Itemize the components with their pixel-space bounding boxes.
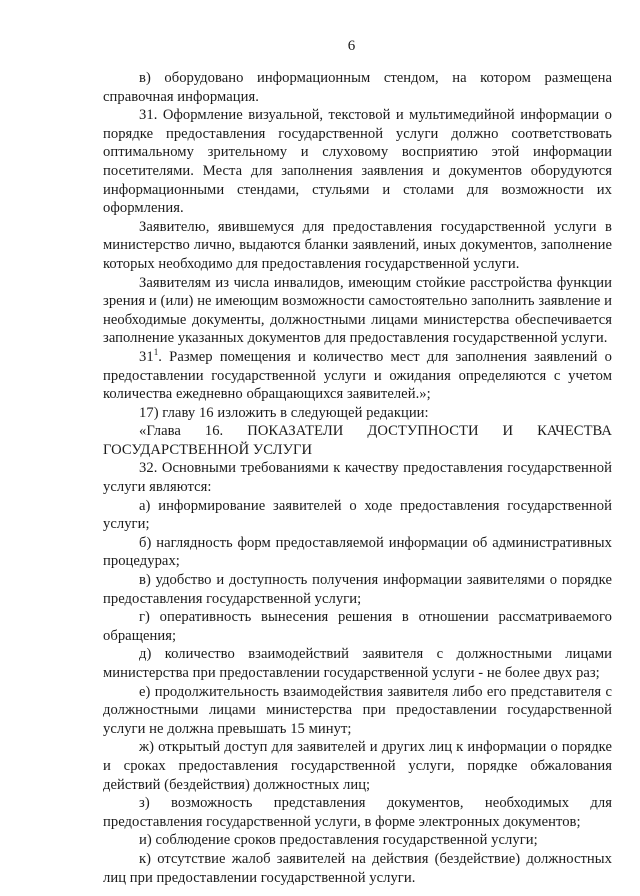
- paragraph-31-1: [103, 348, 612, 404]
- paragraph-31: 31. Оформление визуальной, текстовой и мультимедийной информации о порядке предоставления государственной услуги должно соответствовать оптимальному зрительному и слуховому восприятию этой информации посетителями. Места для заполнения заявления и документов оборудуются информационными стендами, стульями и столами для возможности их оформления.: [103, 107, 612, 217]
- paragraph-17-chapter-16: 17) главу 16 изложить в следующей редакции:: [139, 404, 429, 421]
- paragraph-31-1-text: . Размер помещения и количество мест для заполнения заявлений о предоставлении государственной услуги и ожидания определяются с учетом количества ежедневно обращающихся заявителей.»;: [103, 348, 612, 403]
- list-item-i: и) соблюдение сроков предоставления государственной услуги;: [139, 832, 538, 849]
- list-item-g: г) оперативность вынесения решения в отношении рассматриваемого обращения;: [103, 609, 612, 644]
- paragraph-applicant-forms: Заявителю, явившемуся для предоставления государственной услуги в министерство лично, выдаются бланки заявлений, иных документов, заполнение которых необходимо для предоставления государственной услуги.: [103, 218, 612, 272]
- list-item-a: а) информирование заявителей о ходе предоставления государственной услуги;: [103, 497, 612, 533]
- list-item-e: е) продолжительность взаимодействия заявителя либо его представителя с должностными лицами министерства при предоставлении государственной услуги не должна превышать 15 минут;: [103, 683, 612, 737]
- list-item-d: д) количество взаимодействий заявителя с должностными лицами министерства при предоставлении государственной услуги - не более двух раз;: [103, 646, 612, 681]
- paragraph-31-1-number: 31: [139, 348, 154, 365]
- list-item-z: з) возможность представления документов, необходимых для предоставления государственной услуги, в форме электронных документов;: [103, 795, 612, 830]
- chapter-16-heading: «Глава 16. ПОКАЗАТЕЛИ ДОСТУПНОСТИ И КАЧЕСТВА ГОСУДАРСТВЕННОЙ УСЛУГИ: [103, 423, 612, 458]
- list-item-v: в) удобство и доступность получения информации заявителями о порядке предоставления государственной услуги;: [103, 572, 612, 607]
- paragraph-v-info-stand: в) оборудовано информационным стендом, на котором размещена справочная информация.: [103, 70, 612, 105]
- paragraph-disabled-applicants: Заявителям из числа инвалидов, имеющим стойкие расстройства функции зрения и (или) не имеющим возможности самостоятельно заполнить заявление и необходимые документы, должностными лицами министерства обеспечивается заполнение указанных документов для предоставления государственной услуги.: [103, 274, 612, 347]
- paragraph-31-1-superscript: 1: [153, 347, 159, 358]
- list-item-b: б) наглядность форм предоставляемой информации об административных процедурах;: [103, 534, 612, 570]
- list-item-zh: ж) открытый доступ для заявителей и других лиц к информации о порядке и сроках предоставления государственной услуги, порядке обжалования действий (бездействия) должностных лиц;: [103, 739, 612, 793]
- page-number: 6: [347, 38, 356, 54]
- paragraph-32: 32. Основными требованиями к качеству предоставления государственной услуги являются:: [103, 460, 612, 496]
- list-item-k: к) отсутствие жалоб заявителей на действия (бездействие) должностных лиц при предоставлении государственной услуги.: [103, 850, 612, 886]
